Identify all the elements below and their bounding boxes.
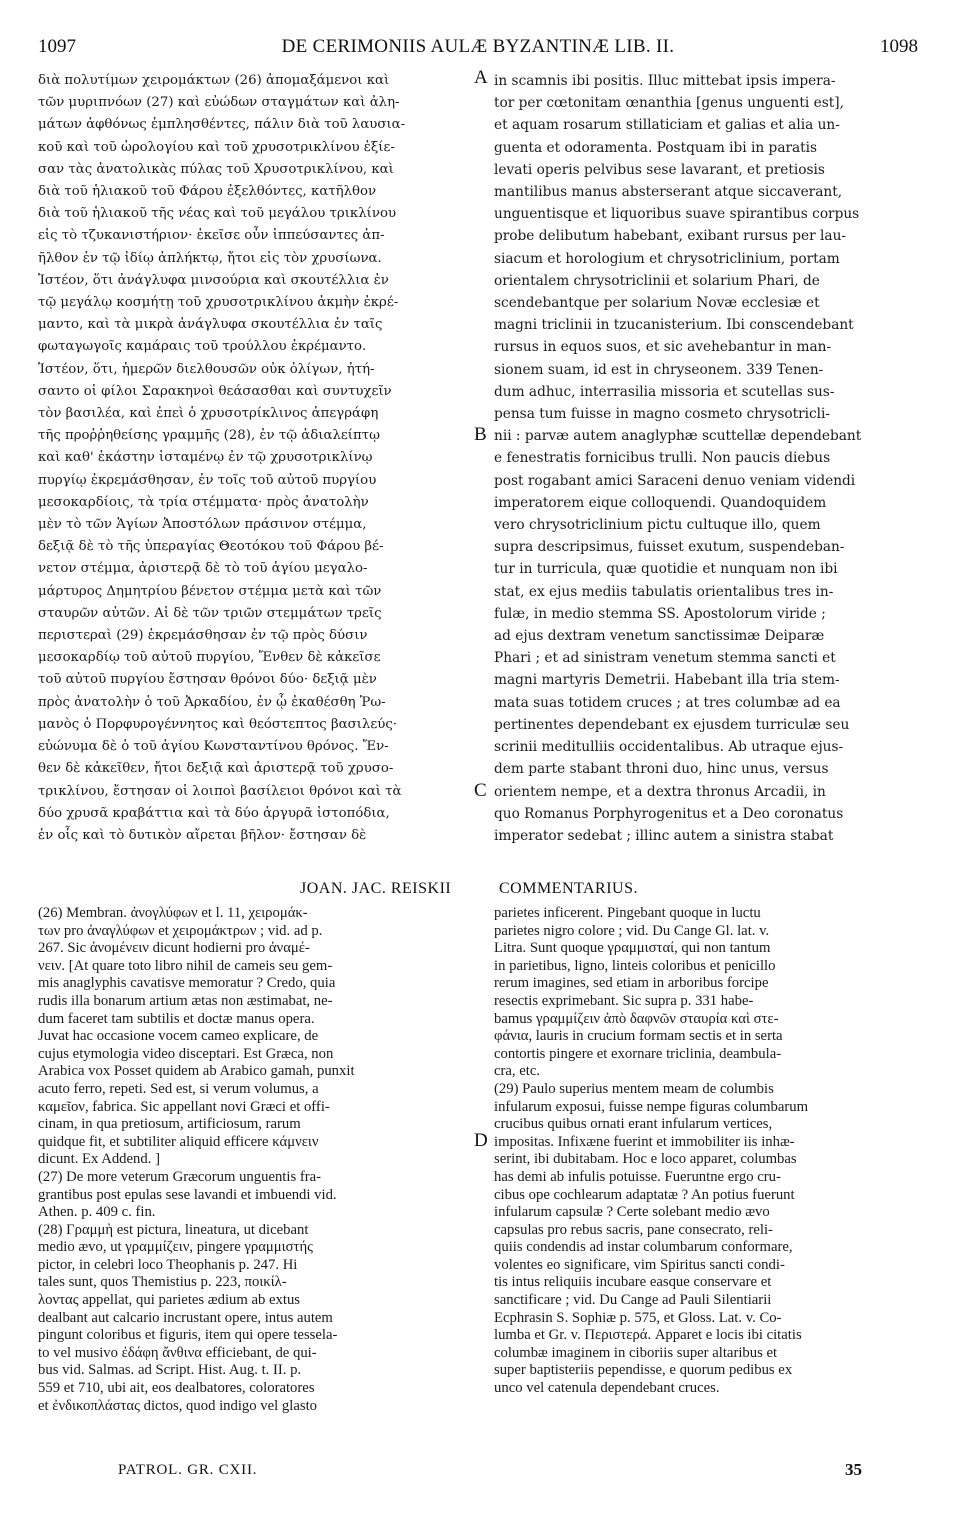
note-line: infularum exposui, fuisse nempe figuras columbarum bbox=[494, 1098, 809, 1115]
greek-text-line: θεν δὲ κἀκεῖθεν, ἤτοι δεξιᾷ καὶ ἀριστερᾷ τοῦ χρυσο- bbox=[38, 761, 394, 777]
greek-text-line: μὲν τὸ τῶν Ἁγίων Ἀποστόλων πράσινον στέμμα, bbox=[38, 517, 367, 533]
latin-text-line: in scamnis ibi positis. Illuc mittebat ipsis impera- bbox=[494, 73, 836, 89]
latin-text-line: stat, ex ejus mediis tabulatis orientalibus tres in- bbox=[494, 583, 834, 600]
note-line: καμεῖον, fabrica. Sic appellant novi Græci et offi- bbox=[38, 1098, 330, 1115]
note-line: dicunt. Ex Addend. ] bbox=[38, 1151, 160, 1168]
latin-text-line: dem parte stabant throni duo, hinc unus, versus bbox=[494, 761, 829, 778]
note-line: bus vid. Salmas. ad Script. Hist. Aug. t. II. p. bbox=[38, 1362, 302, 1379]
note-line: 267. Sic ἀνομένειν dicunt hodierni pro ἀναμέ- bbox=[38, 940, 310, 957]
note-line: (27) De more veterum Græcorum unguentis fra- bbox=[38, 1168, 322, 1185]
latin-text-line: levati operis pelvibus sese lavarant, et pretiosis bbox=[494, 161, 825, 178]
note-line: has demi ab infulis potuisse. Fueruntne ergo cru- bbox=[494, 1168, 781, 1185]
note-line: sanctificare ; vid. Du Cange ad Pauli Silentiarii bbox=[494, 1292, 772, 1309]
note-line: medio ævo, ut γραμμίζειν, pingere γραμμιστής bbox=[38, 1239, 313, 1256]
note-line: φάνια, lauris in crucium formam sectis et in serta bbox=[494, 1028, 783, 1045]
greek-text-line: τὸν βασιλέα, καὶ ἐπεὶ ὁ χρυσοτρίκλινος ἀπεγράφη bbox=[38, 406, 379, 422]
latin-text-line: mantilibus manus absterserant atque siccaverant, bbox=[494, 184, 843, 201]
note-line: pictor, in celebri loco Theophanis p. 247. Hi bbox=[38, 1256, 298, 1273]
greek-text-line: περιστεραὶ (29) ἐκρεμάσθησαν ἐν τῷ πρὸς δύσιν bbox=[38, 628, 368, 644]
greek-text-column bbox=[38, 70, 470, 847]
latin-text-line: orientem nempe, et a dextra thronus Arcadii, in bbox=[494, 783, 826, 800]
latin-text-line: vero chrysotriclinium pictu cultuque illo, quem bbox=[494, 517, 821, 534]
note-line: infularum capsulæ ? Certe solebant medio ævo bbox=[494, 1204, 770, 1221]
note-line: rudis illa bonarum artium ætas non æstimabat, ne- bbox=[38, 992, 333, 1009]
note-line: crucibus quibus ornati erant infularum vertices, bbox=[494, 1116, 773, 1133]
greek-text-line: διὰ πολυτίμων χειρομάκτων (26) ἀπομαξάμενοι καὶ bbox=[38, 73, 390, 88]
latin-text-line: et aquam rosarum stillaticiam et galias et alia un- bbox=[494, 117, 840, 134]
greek-text-line: διὰ τοῦ ἡλιακοῦ τοῦ Φάρου ἐξελθόντες, κατῆλθον bbox=[38, 184, 377, 200]
footer-page-number: 35 bbox=[845, 1460, 862, 1479]
greek-text-line: τῆς προῤῥηθείσης γραμμῆς (28), ἐν τῷ ἀδιαλείπτῳ bbox=[38, 428, 380, 444]
commentary-title: COMMENTARIUS. bbox=[499, 880, 639, 897]
note-line: et ἐνδικοπλάστας dictos, quod indigo vel glasto bbox=[38, 1397, 317, 1414]
greek-text-line: Ἰστέον, ὅτι, ἡμερῶν διελθουσῶν οὐκ ὀλίγων, ἠτή- bbox=[38, 361, 375, 377]
note-line: (28) Γραμμὴ est pictura, lineatura, ut dicebant bbox=[38, 1221, 309, 1238]
greek-text-line: καὶ καθ' ἑκάστην ἱσταμένῳ ἐν τῷ χρυσοτρικλίνῳ bbox=[38, 450, 373, 466]
commentary-author: JOAN. JAC. REISKII bbox=[300, 880, 452, 897]
note-line: bamus γραμμίζειν ἀπὸ δαφνῶν σταυρία καὶ στε- bbox=[494, 1010, 779, 1027]
latin-text-line: guenta et odoramenta. Postquam ibi in paratis bbox=[494, 139, 818, 156]
note-line: νειν. [At quare toto libro nihil de cameis seu gem- bbox=[38, 957, 333, 974]
latin-text-line: magni martyris Demetrii. Habebant illa tria stem- bbox=[494, 672, 840, 689]
latin-text-line: post rogabant amici Saraceni denuo veniam videndi bbox=[494, 472, 856, 489]
note-line: cra, etc. bbox=[494, 1063, 541, 1080]
latin-text-line: dum adhuc, interrasilia missoria et scutellas sus- bbox=[494, 383, 835, 400]
latin-text-line: mata suas totidem cruces ; at tres columbæ ad ea bbox=[494, 694, 841, 711]
note-line: lumba et Gr. v. Περιστερά. Apparet e locis ibi citatis bbox=[494, 1327, 802, 1344]
notes-left-column bbox=[38, 905, 470, 1415]
note-line: serint, ibi dubitabam. Hoc e loco apparet, columbas bbox=[494, 1151, 797, 1168]
margin-letter-c: C bbox=[474, 780, 487, 801]
latin-text-line: tur in turricula, quæ quotidie et nunquam non ibi bbox=[494, 561, 838, 578]
note-line: unco vel catenula dependebant cruces. bbox=[494, 1380, 720, 1397]
latin-text-line: e fenestratis fornicibus trulli. Non paucis diebus bbox=[494, 450, 831, 467]
note-line: tales sunt, quos Themistius p. 223, ποικίλ- bbox=[38, 1274, 287, 1291]
latin-text-line: fulæ, in medio stemma SS. Apostolorum viride ; bbox=[494, 605, 826, 622]
note-line: grantibus post epulas sese lavandi et imbuendi vid. bbox=[38, 1186, 337, 1203]
greek-text-line: δύο χρυσᾶ κραβάττια καὶ τὰ δύο ἀργυρᾶ ἱστοπόδια, bbox=[38, 805, 390, 821]
greek-text-line: σαν τὰς ἀνατολικὰς πύλας τοῦ Χρυσοτρικλίνου, καὶ bbox=[38, 161, 394, 177]
greek-text-line: σταυρῶν αὐτῶν. Αἱ δὲ τῶν τριῶν στεμμάτων τρεῖς bbox=[38, 605, 382, 621]
note-line: των pro ἀναγλύφων et χειρομάκτρων ; vid. ad p. bbox=[38, 922, 323, 939]
margin-letter-b: B bbox=[474, 424, 487, 445]
greek-text-line: διὰ τοῦ ἡλιακοῦ τῆς νέας καὶ τοῦ μεγάλου τρικλίνου bbox=[38, 206, 397, 222]
running-title: DE CERIMONIIS AULÆ BYZANTINÆ LIB. II. bbox=[281, 36, 675, 57]
note-line: cinam, in qua pretiosum, artificiosum, rarum bbox=[38, 1116, 301, 1133]
greek-text-line: δεξιᾷ δὲ τὸ τῆς ὑπεραγίας Θεοτόκου τοῦ Φάρου βέ- bbox=[38, 539, 384, 555]
greek-text-line: φωταγωγοῖς καμάραις τοῦ τρούλλου ἐκρέμαντο. bbox=[38, 339, 367, 355]
note-line: 559 et 710, ubi ait, eos dealbatores, coloratores bbox=[38, 1380, 315, 1397]
latin-text-line: pensa tum fuisse in magno cosmeto chrysotricli- bbox=[494, 406, 831, 423]
note-line: super baptisteriis pependisse, e quorum pedibus ex bbox=[494, 1362, 793, 1379]
latin-text-line: orientalem chrysotriclinii et solarium Phari, de bbox=[494, 272, 820, 289]
latin-text-line: unguentisque et liquoribus suave spirantibus corpus bbox=[494, 206, 860, 223]
greek-text-line: πρὸς ἀνατολὴν ὁ τοῦ Ἀρκαδίου, ἐν ᾧ ἐκαθέσθη Ῥω- bbox=[38, 694, 386, 710]
note-line: (29) Paulo superius mentem meam de columbis bbox=[494, 1080, 774, 1097]
greek-text-line: Ἰστέον, ὅτι ἀνάγλυφα μινσούρια καὶ σκουτέλλια ἐν bbox=[38, 272, 389, 288]
margin-letter-a: A bbox=[474, 67, 488, 88]
greek-text-line: μάτων ἀφθόνως ἐμπλησθέντες, πάλιν διὰ τοῦ λαυσια- bbox=[38, 117, 406, 133]
greek-text-line: πυργίῳ ἐκρεμάσθησαν, ἐν τοῖς τοῦ αὐτοῦ πυργίου bbox=[38, 472, 377, 488]
note-line: cujus etymologia video disceptari. Est Græca, non bbox=[38, 1045, 334, 1062]
note-line: acuto ferro, repeti. Sed est, si verum volumus, a bbox=[38, 1080, 319, 1097]
note-line: λοντας appellat, qui parietes ædium ab extus bbox=[38, 1292, 301, 1309]
note-line: Athen. p. 409 c. fin. bbox=[38, 1204, 156, 1221]
note-line: parietes nigro colore ; vid. Du Cange Gl. lat. v. bbox=[494, 922, 770, 939]
note-line: Litra. Sunt quoque γραμμισταί, qui non tantum bbox=[494, 940, 771, 957]
note-line: parietes inficerent. Pingebant quoque in luctu bbox=[494, 905, 761, 921]
greek-text-line: τοῦ αὐτοῦ πυργίου ἔστησαν θρόνοι δύο· δεξιᾷ μὲν bbox=[38, 672, 377, 688]
greek-text-line: τῷ μεγάλῳ κοσμήτῃ τοῦ χρυσοτρικλίνου ἀκμὴν ἐκρέ- bbox=[38, 295, 399, 311]
note-line: quidque fit, et subtiliter aliquid efficere κάμνειν bbox=[38, 1133, 319, 1150]
latin-text-line: tor per cœtonitam œnanthia [genus unguenti est], bbox=[494, 95, 844, 112]
note-line: dum faceret tam subtilis et doctæ manus opera. bbox=[38, 1010, 315, 1027]
latin-text-line: pertinentes dependebant ex ejusdem turriculæ seu bbox=[494, 716, 850, 733]
latin-text-line: siacum et horologium et chrysotriclinium, portam bbox=[494, 250, 840, 267]
note-line: to vel musivo ἐδάφη ἄνθινα efficiebant, de qui- bbox=[38, 1344, 317, 1361]
page-number-right: 1098 bbox=[880, 36, 918, 57]
greek-text-line: κοῦ καὶ τοῦ ὡρολογίου καὶ τοῦ χρυσοτρικλίνου ἐξίε- bbox=[38, 139, 395, 155]
note-line: volentes eo significare, vim Spiritus sancti condi- bbox=[494, 1256, 785, 1273]
latin-text-line: quo Romanus Porphyrogenitus et a Deo coronatus bbox=[494, 805, 844, 822]
note-line: (26) Membran. ἀνογλύφων et l. 11, χειρομάκ- bbox=[38, 905, 308, 921]
note-line: Arabica vox Posset quidem ab Arabico gamah, punxit bbox=[38, 1063, 355, 1080]
note-line: Ecphrasin S. Sophiæ p. 575, et Gloss. Lat. v. Co- bbox=[494, 1309, 782, 1326]
latin-text-line: rursus in equos suos, et sic avehebantur in man- bbox=[494, 339, 832, 356]
note-line: cibus ope cochlearum adaptatæ ? An potius fuerunt bbox=[494, 1186, 795, 1203]
greek-text-line: μαντο, καὶ τὰ μικρὰ ἀνάγλυφα σκουτέλλια ἐν ταῖς bbox=[38, 317, 383, 333]
latin-text-column bbox=[494, 70, 926, 847]
greek-text-line: μανὸς ὁ Πορφυρογέννητος καὶ θεόστεπτος βασιλεύς· bbox=[38, 716, 398, 732]
greek-text-line: τρικλίνου, ἔστησαν οἱ λοιποὶ βασίλειοι θρόνοι καὶ τὰ bbox=[38, 783, 402, 799]
latin-text-line: sionem suam, id est in chryseonem. 339 Tenen- bbox=[494, 361, 824, 378]
note-line: mis anaglyphis cavatisve memoratur ? Credo, quia bbox=[38, 975, 336, 992]
greek-text-line: νετον στέμμα, ἀριστερᾷ δὲ τὸ τοῦ ἁγίου μεγαλο- bbox=[38, 561, 368, 577]
note-line: impositas. Infixæne fuerint et immobiliter iis inhæ- bbox=[494, 1133, 795, 1150]
latin-text-line: magni triclinii in tzucanisterium. Ibi conscendebant bbox=[494, 317, 854, 334]
latin-text-line: probe delibutum habebant, exibant rursus per lau- bbox=[494, 228, 847, 245]
greek-text-line: εἰς τὸ τζυκανιστήριον· ἐκεῖσε οὖν ἱππεύσαντες ἀπ- bbox=[38, 228, 385, 244]
latin-text-line: nii : parvæ autem anaglyphæ scuttellæ dependebant bbox=[494, 428, 862, 445]
latin-text-line: imperatorem eique colloquendi. Quandoquidem bbox=[494, 494, 827, 511]
latin-text-line: imperator sedebat ; illinc autem a sinistra stabat bbox=[494, 827, 834, 844]
note-line: columbæ imaginem in ciboriis super altaribus et bbox=[494, 1344, 778, 1361]
note-line: Juvat hac occasione vocem cameo explicare, de bbox=[38, 1028, 319, 1045]
notes-right-column bbox=[494, 905, 926, 1398]
footer-source: PATROL. GR. CXII. bbox=[118, 1462, 258, 1478]
note-line: dealbant aut calcario incrustant opere, intus autem bbox=[38, 1309, 333, 1326]
note-line: pingunt coloribus et figuris, item qui opere tessela- bbox=[38, 1327, 338, 1344]
greek-text-line: μεσοκαρδίοις, τὰ τρία στέμματα· πρὸς ἀνατολὴν bbox=[38, 494, 369, 510]
greek-text-line: ῆλθον ἐν τῷ ἰδίῳ ἀπλήκτῳ, ἤτοι εἰς τὸν χρυσίωνα. bbox=[38, 250, 382, 266]
latin-text-line: scendebantque per solarium Novæ ecclesiæ et bbox=[494, 295, 820, 312]
note-line: in parietibus, ligno, linteis coloribus et penicillo bbox=[494, 957, 776, 974]
note-line: rerum imagines, sed etiam in arboribus forcipe bbox=[494, 975, 769, 992]
note-line: resectis exprimebant. Sic supra p. 331 habe- bbox=[494, 992, 754, 1009]
running-header bbox=[38, 36, 918, 62]
note-line: contortis pingere et exornare triclinia, deambula- bbox=[494, 1045, 782, 1062]
latin-text-line: Phari ; et ad sinistram venetum stemma sancti et bbox=[494, 650, 836, 667]
latin-text-line: supra descripsimus, fuisset exutum, suspendeban- bbox=[494, 539, 845, 556]
greek-text-line: σαντο οἱ φίλοι Σαρακηνοὶ θεάσασθαι καὶ συντυχεῖν bbox=[38, 383, 392, 399]
greek-text-line: τῶν μυριπνόων (27) καὶ εὐώδων σταγμάτων καὶ ἀλη- bbox=[38, 95, 400, 111]
margin-letter-d: D bbox=[474, 1130, 488, 1151]
greek-text-line: μεσοκαρδίῳ τοῦ αὐτοῦ πυργίου, Ἔνθεν δὲ κἀκεῖσε bbox=[38, 650, 381, 666]
note-line: capsulas pro rebus sacris, pane consecrato, reli- bbox=[494, 1221, 773, 1238]
greek-text-line: εὐώνυμα δὲ ὁ τοῦ ἁγίου Κωνσταντίνου θρόνος. Ἔν- bbox=[38, 739, 389, 755]
note-line: quiis condendis ad instar columbarum conformare, bbox=[494, 1239, 793, 1256]
note-line: tis intus reliquiis incubare easque conservare et bbox=[494, 1274, 772, 1291]
latin-text-line: scrinii meditulliis occidentalibus. Ab utraque ejus- bbox=[494, 739, 844, 756]
latin-text-line: ad ejus dextram venetum sanctissimæ Deiparæ bbox=[494, 628, 825, 645]
page-number-left: 1097 bbox=[38, 36, 76, 57]
greek-text-line: ἐν οἷς καὶ τὸ δυτικὸν αἴρεται βῆλον· ἔστησαν δὲ bbox=[38, 827, 367, 843]
greek-text-line: μάρτυρος Δημητρίου βένετον στέμμα μετὰ καὶ τῶν bbox=[38, 583, 382, 599]
